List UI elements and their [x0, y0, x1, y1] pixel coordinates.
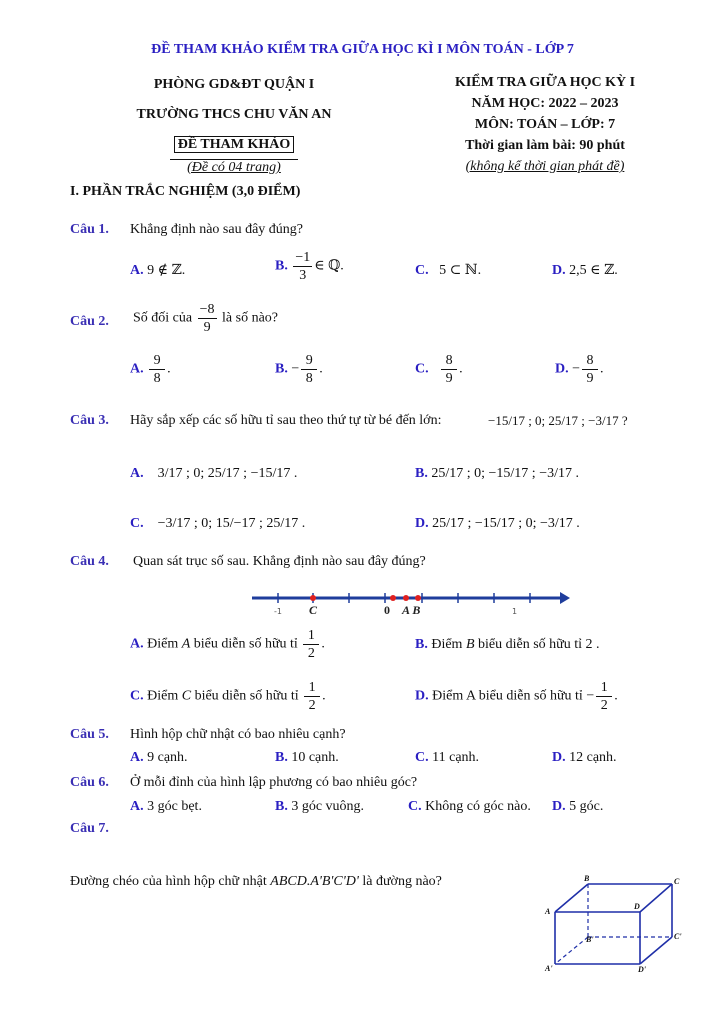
vertex-c: C	[674, 877, 680, 886]
vertex-b-prime: B'	[586, 935, 594, 944]
q3-option-d[interactable]: D. 25/17 ; −15/17 ; 0; −3/17 .	[415, 516, 580, 531]
q4-option-a[interactable]: A. Điểm A biểu diễn số hữu tỉ $\frac{1}{2}$ .	[130, 628, 325, 661]
q5-option-b[interactable]: B. 10 cạnh.	[275, 750, 339, 765]
right-header	[420, 72, 670, 177]
q3-option-b[interactable]: B. 25/17 ; 0; −15/17 ; −3/17 .	[415, 466, 579, 481]
point-a-marker	[403, 595, 409, 601]
school-name: TRƯỜNG THCS CHU VĂN AN	[136, 107, 332, 122]
question-1-label: Câu 1.	[70, 222, 109, 237]
q6-option-b[interactable]: B. 3 góc vuông.	[275, 799, 365, 814]
question-6-label: Câu 6.	[70, 775, 109, 790]
question-4-label: Câu 4.	[70, 554, 109, 569]
vertex-a-prime: A'	[545, 964, 553, 973]
q3-option-c[interactable]: C. −3/17 ; 0; 15/−17 ; 25/17 .	[130, 516, 306, 531]
question-3-text: Hãy sắp xếp các số hữu tỉ sau theo thứ tự từ bé đến lớn:	[130, 413, 442, 428]
q4-option-d[interactable]: D. Điểm A biểu diễn số hữu tỉ − $\frac{1}{2}$ .	[415, 680, 618, 713]
cuboid-figure	[540, 872, 690, 982]
axis-label-c: C	[309, 603, 318, 617]
q1-option-c[interactable]: C. 5 ⊂ ℕ.	[415, 263, 482, 278]
question-6-text: Ở mỗi đỉnh của hình lập phương có bao nhiêu góc?	[130, 775, 418, 790]
subject: MÔN: TOÁN – LỚP: 7	[474, 117, 616, 132]
exam-name: KIỂM TRA GIỮA HỌC KỲ I	[454, 75, 636, 90]
axis-label-ab: A B	[402, 603, 421, 617]
question-5-text: Hình hộp chữ nhật có bao nhiêu cạnh?	[130, 727, 346, 742]
point-c-marker	[310, 595, 316, 601]
q1-option-a[interactable]: A. 9 ∉ ℤ.	[130, 263, 186, 278]
school-year: NĂM HỌC: 2022 – 2023	[471, 96, 619, 111]
point-b-marker	[415, 595, 421, 601]
reference-exam-label: ĐỀ THAM KHẢO	[174, 136, 295, 153]
axis-label-zero: 0	[384, 603, 390, 617]
q5-option-d[interactable]: D. 12 cạnh.	[552, 750, 617, 765]
axis-label-right: 1	[512, 607, 518, 616]
number-line	[248, 586, 573, 618]
vertex-a: A	[545, 907, 551, 916]
question-3-label: Câu 3.	[70, 413, 109, 428]
question-1-text: Khẳng định nào sau đây đúng?	[130, 222, 304, 237]
q1-option-b[interactable]: B. $\frac{-1}{3}$ ∈ ℚ.	[275, 250, 344, 283]
q1-option-d[interactable]: D. 2,5 ∈ ℤ.	[552, 263, 618, 278]
page-count-note: (Đề có 04 trang)	[170, 159, 298, 176]
document-title: ĐỀ THAM KHẢO KIỂM TRA GIỮA HỌC KÌ I MÔN TOÁN - LỚP 7	[151, 42, 574, 57]
duration: Thời gian làm bài: 90 phút	[465, 138, 625, 153]
q4-option-b[interactable]: B. Điểm B biểu diễn số hữu tỉ 2 .	[415, 637, 600, 652]
axis-label-left: -1	[274, 607, 282, 616]
q3-option-a[interactable]: A. 3/17 ; 0; 25/17 ; −15/17 .	[130, 466, 298, 481]
question-3-list: −15/17 ; 0; 25/17 ; −3/17 ?	[488, 413, 628, 428]
q6-option-d[interactable]: D. 5 góc.	[552, 799, 604, 814]
question-2-label: Câu 2.	[70, 314, 109, 329]
question-4-text: Quan sát trục số sau. Khẳng định nào sau đây đúng?	[133, 554, 426, 569]
question-7-label: Câu 7.	[70, 821, 109, 836]
q5-option-a[interactable]: A. 9 cạnh.	[130, 750, 188, 765]
q2-option-c[interactable]: C. $\frac{8}{9}$ .	[415, 353, 463, 386]
vertex-b: B	[584, 874, 590, 883]
question-7-text: Đường chéo của hình hộp chữ nhật ABCD.A'B'C'D' là đường nào?	[70, 874, 442, 889]
section-heading: I. PHẦN TRẮC NGHIỆM (3,0 ĐIỂM)	[70, 184, 301, 199]
duration-note: (không kể thời gian phát đề)	[465, 159, 625, 174]
q2-option-a[interactable]: A. $\frac{9}{8}$ .	[130, 353, 171, 386]
q6-option-c[interactable]: C. Không có góc nào.	[408, 799, 531, 814]
left-header	[100, 70, 368, 160]
q5-option-c[interactable]: C. 11 cạnh.	[415, 750, 480, 765]
vertex-d-prime: D'	[638, 965, 646, 974]
q2-option-d[interactable]: D. − $\frac{8}{9}$ .	[555, 353, 604, 386]
vertex-d: D	[634, 902, 640, 911]
q4-option-c[interactable]: C. Điểm C biểu diễn số hữu tỉ $\frac{1}{2}$ .	[130, 680, 326, 713]
question-5-label: Câu 5.	[70, 727, 109, 742]
q6-option-a[interactable]: A. 3 góc bẹt.	[130, 799, 202, 814]
question-2-text: Số đối của $\frac{-8}{9}$ là số nào?	[133, 302, 278, 335]
department: PHÒNG GD&ĐT QUẬN I	[153, 77, 315, 92]
q2-option-b[interactable]: B. − $\frac{9}{8}$ .	[275, 353, 323, 386]
point-zero-marker	[390, 595, 396, 601]
vertex-c-prime: C'	[674, 932, 682, 941]
